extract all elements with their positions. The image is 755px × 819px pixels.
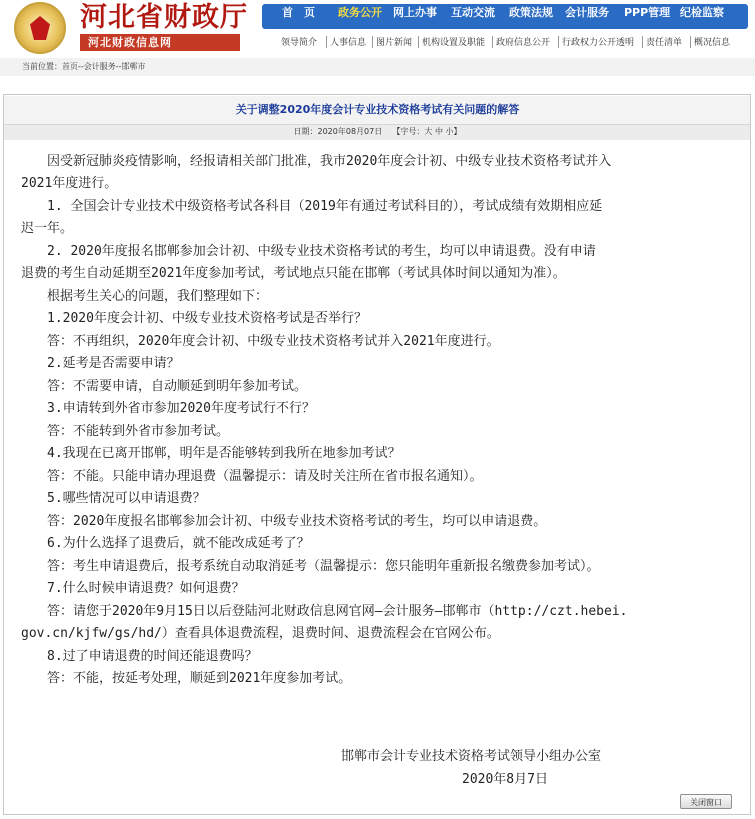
nav-home[interactable]: 首 页 <box>282 6 315 19</box>
subnav-divider <box>326 36 327 48</box>
site-title[interactable]: 河北省财政厅 <box>80 2 248 33</box>
nav-interaction[interactable]: 互动交流 <box>451 6 495 19</box>
article-paragraph-line: 答：不能。只能申请办理退费（温馨提示：请及时关注所在省市报名通知）。 <box>21 469 483 484</box>
article-paragraph-line: 1.2020年度会计初、中级专业技术资格考试是否举行？ <box>21 311 367 326</box>
site-header <box>0 0 755 58</box>
article-paragraph-line: 根据考生关心的问题，我们整理如下： <box>21 289 269 304</box>
article-title: 关于调整2020年度会计专业技术资格考试有关问题的解答 <box>235 103 520 116</box>
nav-ppp[interactable]: PPP管理 <box>624 6 671 19</box>
nav-accounting-service[interactable]: 会计服务 <box>565 6 609 19</box>
article-date: 日期：2020年08月07日 <box>293 127 383 136</box>
subnav-divider <box>690 36 691 48</box>
font-size-label: 【字号： <box>392 127 425 136</box>
article-paragraph-line: 因受新冠肺炎疫情影响，经报请相关部门批准，我市2020年度会计初、中级专业技术资格考试并入 <box>21 154 612 169</box>
article-paragraph-line: 答：2020年度报名邯郸参加会计初、中级专业技术资格考试的考生，均可以申请退费。 <box>21 514 547 529</box>
subnav-divider <box>558 36 559 48</box>
article-paragraph-line: 答：不再组织，2020年度会计初、中级专业技术资格考试并入2021年度进行。 <box>21 334 500 349</box>
article-paragraph-line: 6.为什么选择了退费后，就不能改成延考了？ <box>21 536 310 551</box>
article-paragraph-line: 7.什么时候申请退费？如何退费？ <box>21 581 245 596</box>
emblem-seal-icon[interactable] <box>14 2 66 54</box>
article-paragraph-line: 答：不能转到外省市参加考试。 <box>21 424 230 439</box>
font-size-bracket: 】 <box>453 127 462 136</box>
article-paragraph-line: 1. 全国会计专业技术中级资格考试各科目（2019年有通过考试科目的），考试成绩有效期相应延 <box>21 199 603 214</box>
article-paragraph-line: 3.申请转到外省市参加2020年度考试行不行？ <box>21 401 315 416</box>
article-paragraph-line: 5.哪些情况可以申请退费？ <box>21 491 206 506</box>
article-paragraph-line: 迟一年。 <box>21 221 74 236</box>
signature-org: 邯郸市会计专业技术资格考试领导小组办公室 <box>341 749 602 764</box>
nav-policy[interactable]: 政策法规 <box>509 6 553 19</box>
site-subtitle: 河北财政信息网 <box>88 36 172 49</box>
nav-discipline[interactable]: 纪检监察 <box>680 6 724 19</box>
subnav-responsibility-list[interactable]: 责任清单 <box>646 38 683 48</box>
breadcrumb: 当前位置：首页--会计服务--邯郸市 <box>22 62 146 71</box>
subnav-personnel[interactable]: 人事信息 <box>330 38 367 48</box>
subnav-gov-info[interactable]: 政府信息公开 <box>496 38 551 48</box>
article-paragraph-line: gov.cn/kjfw/gs/hd/）查看具体退费流程，退费时间、退费流程会在官网公布。 <box>21 626 500 641</box>
subnav-divider <box>492 36 493 48</box>
nav-government-affairs[interactable]: 政务公开 <box>338 6 382 19</box>
nav-online-service[interactable]: 网上办事 <box>393 6 437 19</box>
subnav-organization[interactable]: 机构设置及职能 <box>422 38 486 48</box>
signature-date: 2020年8月7日 <box>462 772 548 787</box>
subnav-power-transparency[interactable]: 行政权力公开透明 <box>562 38 635 48</box>
article-paragraph-line: 2.延考是否需要申请？ <box>21 356 180 371</box>
subnav-divider <box>418 36 419 48</box>
article-paragraph-line: 答：考生申请退费后，报考系统自动取消延考（温馨提示：您只能明年重新报名缴费参加考试）。 <box>21 559 600 574</box>
font-size-medium[interactable]: 中 <box>434 127 443 136</box>
article-paragraph-line: 退费的考生自动延期至2021年度参加考试，考试地点只能在邯郸（考试具体时间以通知为准）。 <box>21 266 566 281</box>
article-paragraph-line: 2. 2020年度报名邯郸参加会计初、中级专业技术资格考试的考生，均可以申请退费。没有申请 <box>21 244 596 259</box>
article-paragraph-line: 答：请您于2020年9月15日以后登陆河北财政信息网官网—会计服务—邯郸市（http://czt.hebei. <box>21 604 628 619</box>
article-paragraph-line: 8.过了申请退费的时间还能退费吗？ <box>21 649 258 664</box>
article-paragraph-line: 答：不能，按延考处理，顺延到2021年度参加考试。 <box>21 671 352 686</box>
font-size-large[interactable]: 大 <box>424 127 433 136</box>
article-meta <box>0 126 755 137</box>
article-paragraph-line: 答：不需要申请，自动顺延到明年参加考试。 <box>21 379 308 394</box>
subnav-photo-news[interactable]: 图片新闻 <box>376 38 413 48</box>
font-size-small[interactable]: 小 <box>445 127 454 136</box>
subnav-leaders[interactable]: 领导简介 <box>281 38 318 48</box>
article-paragraph-line: 2021年度进行。 <box>21 176 118 191</box>
subnav-overview[interactable]: 概况信息 <box>694 38 731 48</box>
subnav-divider <box>642 36 643 48</box>
main-nav <box>262 4 748 29</box>
subnav-divider <box>372 36 373 48</box>
close-window-button[interactable]: 关闭窗口 <box>680 794 732 809</box>
article-paragraph-line: 4.我现在已离开邯郸，明年是否能够转到我所在地参加考试？ <box>21 446 401 461</box>
